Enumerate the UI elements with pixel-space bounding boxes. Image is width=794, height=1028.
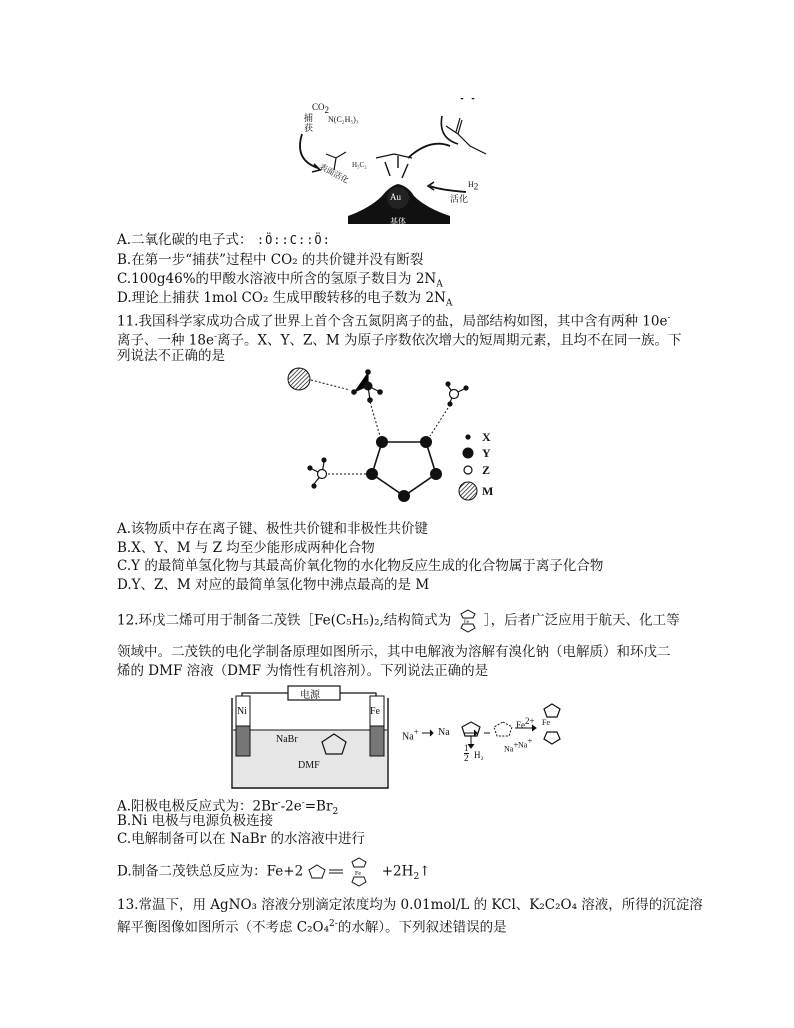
q12-option-c: C.电解制备可以在 NaBr 的水溶液中进行 <box>117 831 365 847</box>
legend-m-label: M <box>482 484 494 498</box>
q13-stem-line-2: 解平衡图像如图所示（不考虑 C₂O₄$^{2-}$的水解）。下列叙述错误的是 <box>117 919 507 936</box>
cp-na-label: Na+ <box>504 740 519 754</box>
legend-y-marker <box>463 448 474 459</box>
pentazolate-structure-figure <box>284 362 500 510</box>
ethyl-label: H₅C₂ <box>352 161 367 169</box>
legend-z-label: Z <box>482 463 491 477</box>
amine-label: N(C₂H₅)₃ <box>328 115 359 124</box>
co2-electron-formula: :Ö::C::Ö: <box>256 233 331 247</box>
h2-label: $H_2$ <box>468 180 479 192</box>
svg-text:Fe: Fe <box>463 620 469 625</box>
ferrocene-icon <box>456 608 480 634</box>
q11-option-a: A.该物质中存在离子键、极性共价键和非极性共价键 <box>117 521 429 537</box>
legend-z-marker <box>464 466 472 474</box>
q11-stem-line-1: 11.我国科学家成功合成了世界上首个含五氮阴离子的盐，局部结构如图，其中含有两种 10e- <box>117 313 671 330</box>
power-supply-label: 电源 <box>300 690 320 701</box>
q12-stem-line-2: 领域中。二茂铁的电化学制备原理如图所示，其中电解液为溶解有溴化钠（电解质）和环戊二 <box>117 644 671 660</box>
legend-x-label: X <box>482 430 491 444</box>
co2-label: $CO_2$ <box>312 102 330 115</box>
legend-m-marker <box>459 482 477 500</box>
half-h2-label: 1 2 <box>464 743 469 763</box>
q10-option-c: C.100g46%的甲酸水溶液中所含的氢原子数目为 $2N_A$ <box>117 271 443 290</box>
na-byproduct-label: Na+ <box>518 736 533 750</box>
na-label: Na <box>438 727 450 738</box>
q12-option-b: B.Ni 电极与电源负极连接 <box>117 813 274 829</box>
q10-option-a: A.二氧化碳的电子式： :Ö::C::Ö: <box>117 232 331 248</box>
svg-text:Fe: Fe <box>355 871 362 877</box>
q12-stem-line-3: 烯的 DMF 溶液（DMF 为惰性有机溶剂）。下列说法正确的是 <box>117 663 489 679</box>
capture-label: 捕获 <box>304 114 314 134</box>
q12-option-d: D.制备二茂铁总反应为：Fe+2 Fe $+2H_2↑$ <box>117 855 430 889</box>
pentazolate-structure <box>284 362 500 510</box>
ni-electrode-label: Ni <box>237 706 247 717</box>
legend-x-marker <box>465 434 470 439</box>
q11-option-b: B.X、Y、M 与 Z 均至少能形成两种化合物 <box>117 540 375 556</box>
q11-stem-line-2: 离子、一种 18e-离子。X、Y、Z、M 为原子序数依次增大的短周期元素，且均不在同一族。下 <box>117 332 682 349</box>
electrolysis-figure <box>226 684 586 792</box>
q12-stem-line-1: 12.环戊二烯可用于制备二茂铁［Fe(C₅H₅)₂,结构简式为 Fe ］，后者广泛应用于航天、化工等 <box>117 608 680 634</box>
co2-capture-figure <box>290 98 530 230</box>
q12-option-a: A.阳极电极反应式为：$2Br^--2e^-=Br_2$ <box>117 798 339 818</box>
gold-label: Au <box>390 192 401 202</box>
q10-option-b: B.在第一步“捕获”过程中 CO₂ 的共价键并没有断裂 <box>117 252 424 268</box>
legend-y-label: Y <box>482 446 491 460</box>
dmf-label: DMF <box>298 760 320 771</box>
substrate-label: 基体 <box>390 217 406 226</box>
na-ion-label: Na+ <box>402 727 419 743</box>
h2-product-label: H₂ <box>474 750 484 760</box>
nabr-label: NaBr <box>276 734 298 745</box>
q13-stem-line-1: 13.常温下，用 AgNO₃ 溶液分别滴定浓度均为 0.01mol/L 的 KCl、K₂C₂O₄ 溶液，所得的沉淀溶 <box>117 897 703 913</box>
activation-label: 活化 <box>450 195 469 205</box>
reaction-equation-graphic <box>307 855 377 889</box>
q10-option-d: D.理论上捕获 1mol CO₂ 生成甲酸转移的电子数为 $2N_A$ <box>117 290 453 309</box>
fe-electrode-label: Fe <box>370 706 380 717</box>
surface-activation-label: 表面活化 <box>317 162 351 185</box>
fe2-label: $Fe^{2+}$ <box>516 716 535 730</box>
q11-stem-line-3: 列说法不正确的是 <box>117 348 225 364</box>
q11-option-d: D.Y、Z、M 对应的最简单氢化物中沸点最高的是 M <box>117 577 430 593</box>
q11-option-c: C.Y 的最简单氢化物与其最高价氧化物的水化物反应生成的化合物属于离子化合物 <box>117 558 604 574</box>
ferrocene-fe-label: Fe <box>542 718 550 727</box>
